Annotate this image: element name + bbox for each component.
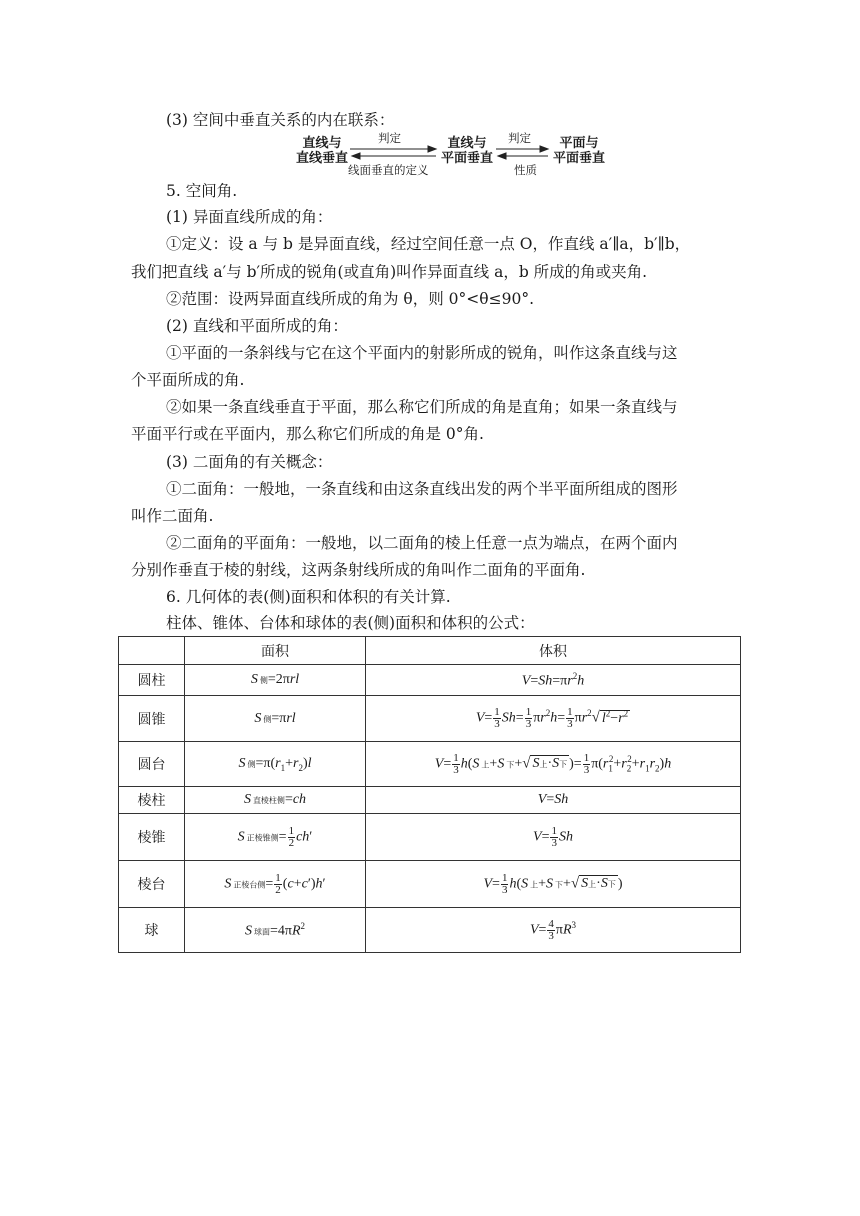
solid-name: 棱台: [119, 861, 185, 908]
solid-name: 棱锥: [119, 814, 185, 861]
volume-formula: V= $\frac{4}{3}$ $\pi R^3$: [366, 908, 741, 953]
header-cell: [119, 637, 185, 665]
arrow2-label-bottom: 性质: [514, 163, 537, 177]
solid-name: 圆台: [119, 742, 185, 787]
volume-formula: V= $\frac{1}{3}$ Sh= $\frac{1}{3}$ $\pi r^2h=$ $\frac{1}{3}$ $\pi r^2√$ $l^2-r^2$: [366, 696, 741, 742]
area-formula: S 正棱锥侧= $\frac{1}{2}$ ch′: [185, 814, 366, 861]
volume-formula: V= $\frac{1}{3}$ h(S 上+S 下+√ S上·S下 )= $\frac{1}{3}$ $\pi(r_1^2+r_2^2+r_1r_2)h$: [366, 742, 741, 787]
volume-formula: $V=Sh=\pi r^2h$: [366, 665, 741, 696]
volume-formula: V= $\frac{1}{3}$ Sh: [366, 814, 741, 861]
arrow1-label-top: 判定: [378, 131, 401, 145]
node-line-plane-perpendicular: 直线与 平面垂直: [440, 136, 493, 166]
item-5-1-definition-line1: ①定义：设 a 与 b 是异面直线，经过空间任意一点 O，作直线 a′∥a，b′∥b，: [166, 235, 691, 253]
solid-name: 圆柱: [119, 665, 185, 696]
volume-formula: V=Sh: [366, 787, 741, 814]
item-5-3-b-line1: ②二面角的平面角：一般地，以二面角的棱上任意一点为端点，在两个面内: [166, 534, 678, 552]
table-row: [119, 787, 741, 814]
area-formula: S 直棱柱侧=ch: [185, 787, 366, 814]
table-row: [119, 814, 741, 861]
table-row: [119, 908, 741, 953]
item-5-3-b-line2: 分别作垂直于棱的射线，这两条射线所成的角叫作二面角的平面角.: [131, 561, 586, 579]
area-formula: S 正棱台侧= $\frac{1}{2}$ (c+c′)h′: [185, 861, 366, 908]
item-5-1-definition-line2: 我们把直线 a′与 b′所成的锐角(或直角)叫作异面直线 a，b 所成的角或夹角.: [131, 263, 648, 281]
node-plane-plane-perpendicular: 平面与 平面垂直: [552, 136, 605, 166]
table-header-row: [119, 637, 741, 665]
solid-name: 圆锥: [119, 696, 185, 742]
area-formula: S 球面$=4\pi R^2$: [185, 908, 366, 953]
perpendicular-relation-diagram: [290, 127, 610, 179]
table-row: [119, 696, 741, 742]
item-5-3-heading: (3) 二面角的有关概念：: [166, 453, 333, 471]
solid-name: 球: [119, 908, 185, 953]
arrow2-label-top: 判定: [508, 131, 531, 145]
header-cell-area: 面积: [185, 637, 366, 665]
item-5-2-a-line2: 个平面所成的角.: [131, 371, 245, 389]
area-formula: S 侧=2πrl: [185, 665, 366, 696]
item-5-2-b-line1: ②如果一条直线垂直于平面，那么称它们所成的角是直角；如果一条直线与: [166, 398, 678, 416]
item-5-3-a-line2: 叫作二面角.: [131, 507, 214, 525]
item-6-heading: 6. 几何体的表(侧)面积和体积的有关计算.: [166, 588, 451, 606]
item-5-2-heading: (2) 直线和平面所成的角：: [166, 317, 348, 335]
item-5-3-a-line1: ①二面角：一般地，一条直线和由这条直线出发的两个半平面所组成的图形: [166, 480, 678, 498]
item-5-heading: 5. 空间角.: [166, 182, 238, 200]
item-5-2-a-line1: ①平面的一条斜线与它在这个平面内的射影所成的锐角，叫作这条直线与这: [166, 344, 678, 362]
volume-formula: V= $\frac{1}{3}$ h(S 上+S 下+√ S上·S下 ): [366, 861, 741, 908]
area-formula: S 侧$=\pi(r_1+r_2)l$: [185, 742, 366, 787]
table-row: [119, 861, 741, 908]
item-5-1-range: ②范围：设两异面直线所成的角为 θ，则 0°<θ≤90°.: [166, 290, 535, 308]
table-row: [119, 742, 741, 787]
table-row: [119, 665, 741, 696]
surface-area-volume-table: [118, 636, 741, 953]
item-6-intro: 柱体、锥体、台体和球体的表(侧)面积和体积的公式：: [166, 614, 535, 632]
area-formula: S 侧=πrl: [185, 696, 366, 742]
item-5-2-b-line2: 平面平行或在平面内，那么称它们所成的角是 0°角.: [131, 425, 484, 443]
header-cell-volume: 体积: [366, 637, 741, 665]
section-heading-perpendicular-relations: (3) 空间中垂直关系的内在联系：: [166, 111, 395, 129]
arrow1-label-bottom: 线面垂直的定义: [348, 163, 429, 177]
node-line-line-perpendicular: 直线与 直线垂直: [295, 136, 348, 166]
item-5-1-heading: (1) 异面直线所成的角：: [166, 208, 333, 226]
solid-name: 棱柱: [119, 787, 185, 814]
